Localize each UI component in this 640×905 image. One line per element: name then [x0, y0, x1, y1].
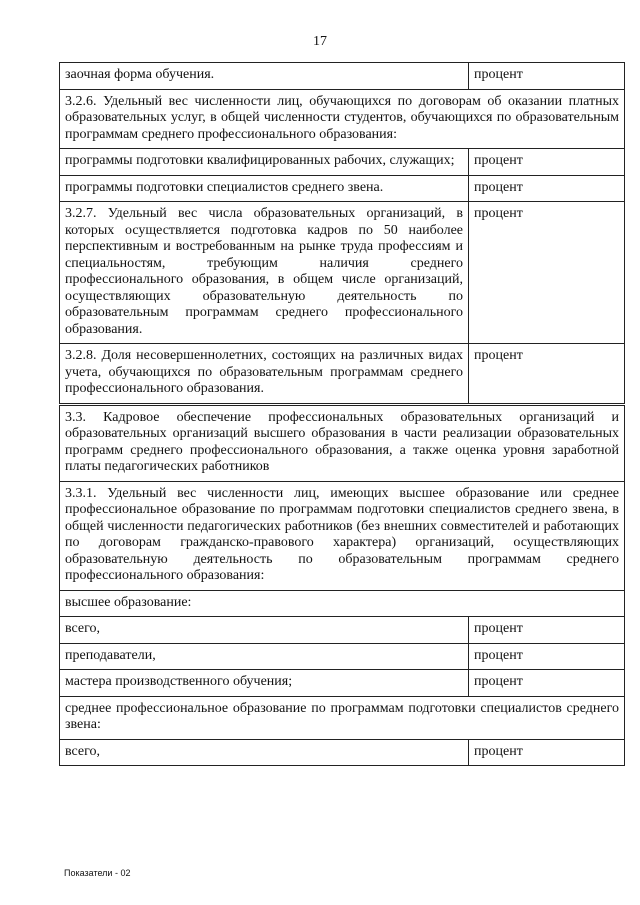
table-row: [60, 481, 625, 590]
indicator-text: мастера производственного обучения;: [60, 670, 469, 697]
indicator-text: 3.2.7. Удельный вес числа образовательных организаций, в которых осуществляется подготовка кадров по 50 наиболее перспективным и востребованным на рынке труда профессиям и специальностям, требующим наличия среднего профессионального образования, в общем числе организаций, осуществляющих образовательную деятельность по образовательным программам среднего профессионального образования.: [60, 202, 469, 344]
unit-cell: процент: [469, 344, 625, 405]
subgroup-heading: среднее профессиональное образование по программам подготовки специалистов среднего звена:: [60, 696, 625, 739]
unit-cell: процент: [469, 643, 625, 670]
footer-note: Показатели - 02: [64, 868, 131, 878]
unit-cell: процент: [469, 175, 625, 202]
indicator-text: программы подготовки специалистов среднего звена.: [60, 175, 469, 202]
table-row: [60, 404, 625, 481]
section-heading: 3.2.6. Удельный вес численности лиц, обучающихся по договорам об оказании платных образовательных услуг, в общей численности студентов, обучающихся по образовательным программам среднего профессионального образования:: [60, 89, 625, 149]
indicator-text: преподаватели,: [60, 643, 469, 670]
indicator-text: программы подготовки квалифицированных рабочих, служащих;: [60, 149, 469, 176]
table-row: [60, 696, 625, 739]
indicator-text: заочная форма обучения.: [60, 63, 469, 90]
table-row: [60, 739, 625, 766]
table-row: [60, 89, 625, 149]
unit-cell: процент: [469, 739, 625, 766]
table-row: [60, 149, 625, 176]
table-row: [60, 590, 625, 617]
unit-cell: процент: [469, 617, 625, 644]
table-row: [60, 202, 625, 344]
table-row: [60, 643, 625, 670]
section-heading: 3.3.1. Удельный вес численности лиц, имеющих высшее образование или среднее профессиональное образование по программам подготовки специалистов среднего звена, в общей численности педагогических работников (без внешних совместителей и работающих по договорам гражданско-правового характера) организаций, осуществляющих образовательную деятельность по образовательным программам среднего профессионального образования:: [60, 481, 625, 590]
table-row: [60, 175, 625, 202]
indicator-text: всего,: [60, 617, 469, 644]
table-row: [60, 670, 625, 697]
table-row: [60, 617, 625, 644]
indicators-table: [59, 62, 625, 766]
indicator-text: 3.2.8. Доля несовершеннолетних, состоящих на различных видах учета, обучающихся по образовательным программам среднего профессионального образования.: [60, 344, 469, 405]
unit-cell: процент: [469, 63, 625, 90]
unit-cell: процент: [469, 149, 625, 176]
subgroup-heading: высшее образование:: [60, 590, 625, 617]
table-row: [60, 63, 625, 90]
section-heading: 3.3. Кадровое обеспечение профессиональных образовательных организаций и образовательных организаций высшего образования в части реализации образовательных программ среднего профессионального образования, а также оценка уровня заработной платы педагогических работников: [60, 404, 625, 481]
indicator-text: всего,: [60, 739, 469, 766]
table-row: [60, 344, 625, 405]
unit-cell: процент: [469, 670, 625, 697]
page-number: 17: [313, 34, 327, 49]
unit-cell: процент: [469, 202, 625, 344]
